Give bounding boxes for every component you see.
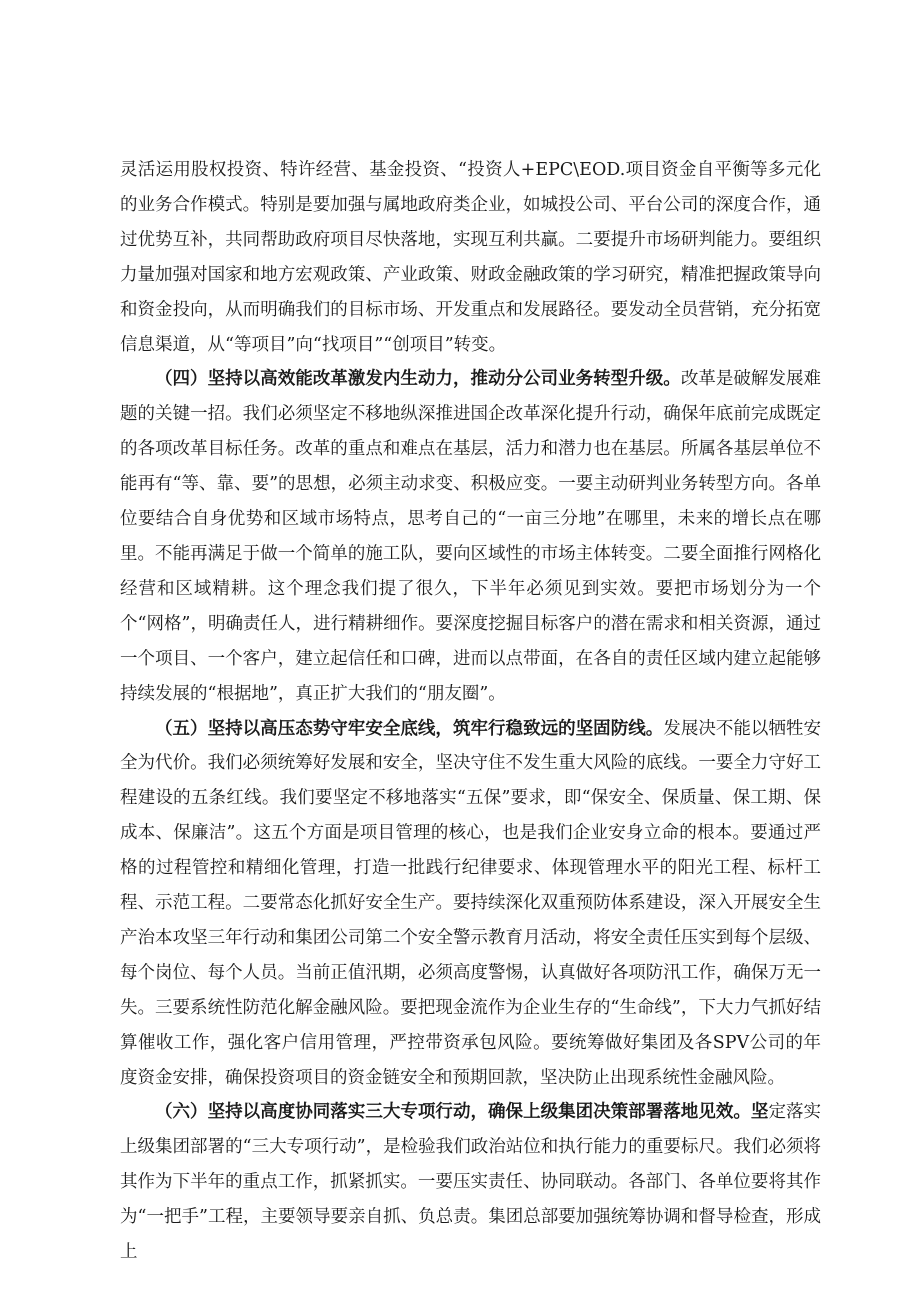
section-heading-4: （四）坚持以高效能改革激发内生动力，推动分公司业务转型升级。 [155, 369, 681, 390]
paragraph-section-6 [120, 1095, 821, 1270]
paragraph-text: 定落实上级集团部署的“三大专项行动”，是检验我们政治站位和执行能力的重要标尺。我们必须将其作为下半年的重点工作，抓紧抓实。一要压实责任、协同联动。各部门、各单位要将其作为“一把手”工程，主要领导要亲自抓、负总责。集团总部要加强统筹协调和督导检查，形成上 [120, 1102, 822, 1263]
paragraph-text: 灵活运用股权投资、特许经营、基金投资、“投资人+EPC\EOD.项目资金自平衡等多元化的业务合作模式。特别是要加强与属地政府类企业，如城投公司、平台公司的深度合作，通过优势互补，共同帮助政府项目尽快落地，实现互利共赢。二要提升市场研判能力。要组织力量加强对国家和地方宏观政策、产业政策、财政金融政策的学习研究，精准把握政策导向和资金投向，从而明确我们的目标市场、开发重点和发展路径。要发动全员营销，充分拓宽信息渠道，从“等项目”向“找项目”“创项目”转变。 [120, 160, 821, 355]
paragraph-text: 改革是破解发展难题的关键一招。我们必须坚定不移地纵深推进国企改革深化提升行动，确保年底前完成既定的各项改革目标任务。改革的重点和难点在基层，活力和潜力也在基层。所属各基层单位不能再有“等、靠、要”的思想，必须主动求变、积极应变。一要主动研判业务转型方向。各单位要结合自身优势和区域市场特点，思考自己的“一亩三分地”在哪里，未来的增长点在哪里。不能再满足于做一个简单的施工队，要向区域性的市场主体转变。二要全面推行网格化经营和区域精耕。这个理念我们提了很久，下半年必须见到实效。要把市场划分为一个个“网格”，明确责任人，进行精耕细作。要深度挖掘目标客户的潜在需求和相关资源，通过一个项目、一个客户，建立起信任和口碑，进而以点带面，在各自的责任区域内建立起能够持续发展的“根据地”，真正扩大我们的“朋友圈”。 [120, 369, 822, 704]
section-heading-6: （六）坚持以高度协同落实三大专项行动，确保上级集团决策部署落地见效。坚 [155, 1102, 769, 1123]
section-heading-5: （五）坚持以高压态势守牢安全底线，筑牢行稳致远的坚固防线。 [155, 718, 664, 739]
document-body [120, 153, 821, 1270]
paragraph-continuation [120, 153, 821, 362]
paragraph-section-4 [120, 362, 821, 711]
paragraph-text: 发展决不能以牺牲安全为代价。我们必须统筹好发展和安全，坚决守住不发生重大风险的底线。一要全力守好工程建设的五条红线。我们要坚定不移地落实“五保”要求，即“保安全、保质量、保工期、保成本、保廉洁”。这五个方面是项目管理的核心，也是我们企业安身立命的根本。要通过严格的过程管控和精细化管理，打造一批践行纪律要求、体现管理水平的阳光工程、标杆工程、示范工程。二要常态化抓好安全生产。要持续深化双重预防体系建设，深入开展安全生产治本攻坚三年行动和集团公司第二个安全警示教育月活动，将安全责任压实到每个层级、每个岗位、每个人员。当前正值汛期，必须高度警惕，认真做好各项防汛工作，确保万无一失。三要系统性防范化解金融风险。要把现金流作为企业生存的“生命线”，下大力气抓好结算催收工作，强化客户信用管理，严控带资承包风险。要统筹做好集团及各SPV公司的年度资金安排，确保投资项目的资金链安全和预期回款，坚决防止出现系统性金融风险。 [120, 718, 822, 1088]
paragraph-section-5 [120, 712, 821, 1096]
